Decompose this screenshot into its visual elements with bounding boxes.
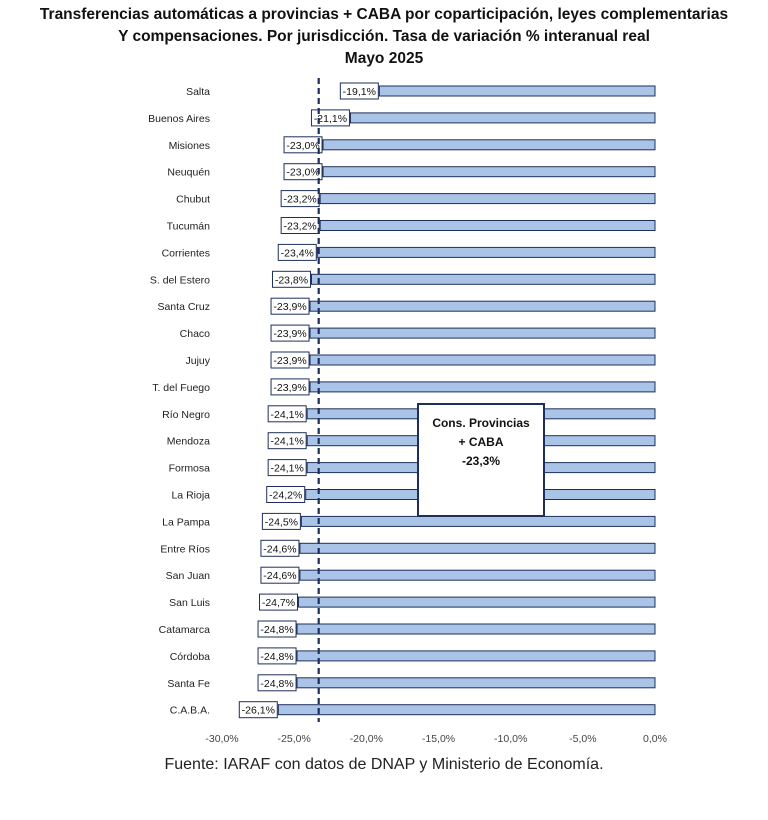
x-tick-label: -30,0% [205,733,239,745]
data-label: -24,7% [261,597,296,610]
bar [310,382,655,392]
bar [323,140,655,150]
bar [350,113,655,123]
category-label: Mendoza [166,435,210,448]
bar [311,274,655,284]
chart-title-line-2: Y compensaciones. Por jurisdicción. Tasa de variación % interanual real [118,28,650,45]
data-label: -23,9% [273,301,307,314]
category-label: Corrientes [161,247,210,260]
data-label: -19,1% [342,86,376,98]
category-label: Santa Fe [167,677,210,690]
annotation-text: Cons. Provincias [432,416,530,430]
category-label: Neuquén [167,166,210,179]
category-label: Córdoba [169,650,210,663]
data-label: -23,0% [286,139,320,152]
bar [298,597,655,607]
category-label: San Luis [169,597,210,610]
data-label: -24,1% [270,408,304,421]
data-label: -24,6% [263,570,297,583]
category-label: La Pampa [162,516,210,529]
data-label: -24,1% [270,462,304,475]
category-label: Formosa [168,462,210,475]
category-label: Entre Ríos [160,543,210,556]
data-label: -23,0% [286,166,320,179]
bar [379,86,655,96]
x-tick-label: -25,0% [277,733,311,745]
chart-title-line-3: Mayo 2025 [344,50,424,67]
category-label: La Rioja [171,489,210,502]
category-label: Salta [186,86,210,98]
data-label: -24,5% [264,516,299,529]
x-tick-label: -20,0% [349,733,383,745]
data-label: -26,1% [241,704,275,717]
category-label: Tucumán [166,220,210,233]
x-tick-label: 0,0% [643,733,667,745]
annotation-text: + CABA [458,435,504,449]
data-label: -23,2% [283,220,317,233]
x-tick-label: -10,0% [494,733,528,745]
bar [310,355,655,365]
category-label: Chaco [179,328,210,341]
bar [297,624,655,634]
x-tick-label: -5,0% [569,733,597,745]
bar [297,651,655,661]
data-label: -23,9% [273,355,307,367]
bar [320,194,655,204]
bar [320,221,655,231]
data-label: -24,1% [270,435,304,448]
category-label: Catamarca [158,624,210,636]
bar [310,301,655,311]
category-label: Chubut [176,193,210,206]
annotation-text: -23,3% [461,454,501,468]
data-label: -23,2% [283,193,317,206]
bar [323,167,655,177]
data-label: -23,8% [274,274,309,287]
data-label: -24,8% [260,677,294,690]
data-label: -24,8% [260,650,294,663]
category-label: S. del Estero [149,274,210,287]
data-label: -24,8% [260,624,294,636]
bar [317,247,655,257]
bar [300,543,655,553]
category-label: Río Negro [162,408,210,421]
data-label: -24,2% [269,489,303,502]
category-label: San Juan [165,570,210,583]
category-label: C.A.B.A. [169,704,210,717]
bar [297,678,655,688]
bar [310,328,655,338]
category-label: Misiones [168,139,210,152]
category-label: Santa Cruz [157,301,210,314]
source-note: Fuente: IARAF con datos de DNAP y Ministerio de Economía. [164,756,604,773]
bar [301,516,655,526]
data-label: -23,9% [273,381,307,394]
data-label: -24,6% [263,543,297,556]
data-label: -21,1% [313,112,348,125]
x-tick-label: -15,0% [421,733,456,745]
chart-title-line-1: Transferencias automáticas a provincias + CABA por coparticipación, leyes complementarias [39,6,729,23]
category-label: Jujuy [185,355,210,367]
data-label: -23,9% [273,328,307,341]
bar [278,705,655,715]
category-label: Buenos Aires [148,112,210,125]
bar [300,570,655,580]
data-label: -23,4% [280,247,314,260]
category-label: T. del Fuego [152,381,210,394]
